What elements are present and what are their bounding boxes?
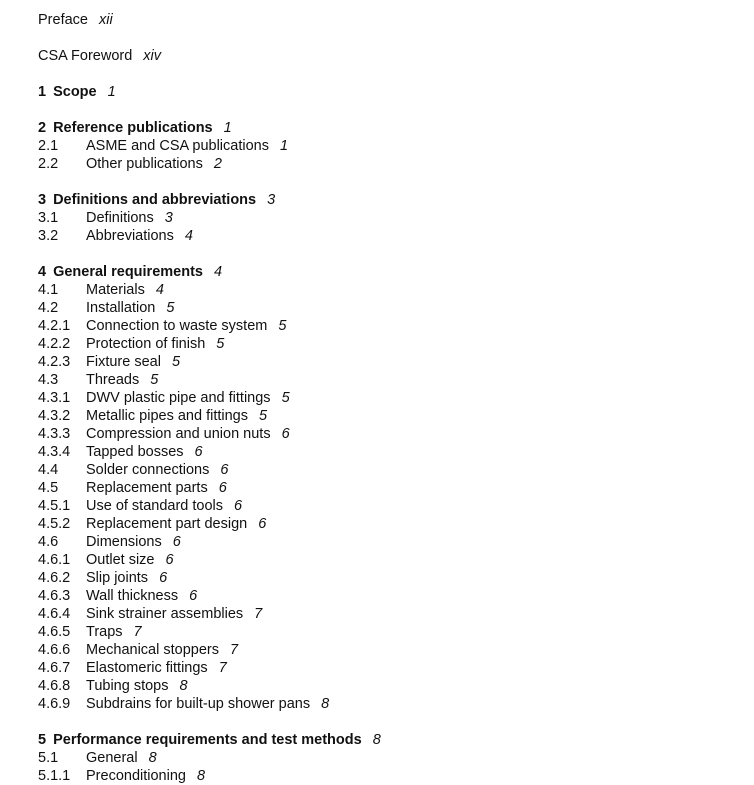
toc-entry[interactable] [38, 767, 738, 785]
toc-entry-title: Elastomeric fittings [86, 660, 208, 676]
toc-entry-title: DWV plastic pipe and fittings [86, 390, 271, 406]
toc-entry-title: Subdrains for built-up shower pans [86, 696, 311, 712]
toc-entry-title: Protection of finish [86, 336, 206, 352]
toc-entry-page-number: 7 [218, 660, 227, 676]
toc-entry-title: Dimensions [86, 534, 162, 550]
toc-entry-page-number: 6 [159, 570, 168, 586]
toc-entry-number: 5.1 [38, 750, 59, 766]
toc-entry[interactable] [38, 497, 738, 515]
toc-entry-title: General [86, 750, 138, 766]
toc-entry[interactable] [38, 605, 738, 623]
toc-entry[interactable] [38, 281, 738, 299]
toc-entry-page-number: 6 [220, 462, 229, 478]
toc-entry-number: 4.6.8 [38, 678, 71, 694]
toc-entry[interactable] [38, 137, 738, 155]
toc-entry-page-number: 6 [218, 480, 227, 496]
toc-entry-title: Replacement part design [86, 516, 248, 532]
toc-entry[interactable] [38, 533, 738, 551]
toc-entry[interactable] [38, 47, 738, 65]
toc-entry-title: Replacement parts [86, 480, 208, 496]
toc-entry-page-number: 7 [230, 642, 239, 658]
toc-entry-number: 1 [38, 84, 47, 100]
toc-entry-page-number: 7 [254, 606, 263, 622]
toc-entry-title: Use of standard tools [86, 498, 224, 514]
toc-entry-page-number: 5 [171, 354, 181, 370]
toc-section-heading[interactable] [38, 83, 738, 101]
toc-entry[interactable] [38, 515, 738, 533]
toc-entry[interactable] [38, 227, 738, 245]
toc-entry-title: Tapped bosses [86, 444, 184, 460]
toc-entry-page-number: 3 [164, 210, 173, 226]
toc-entry-page-number: 7 [133, 624, 142, 640]
toc-entry-number: 4.2 [38, 300, 59, 316]
toc-entry-title: Sink strainer assemblies [86, 606, 244, 622]
toc-entry[interactable] [38, 371, 738, 389]
toc-entry[interactable] [38, 479, 738, 497]
toc-entry-number: 4.5.1 [38, 498, 71, 514]
toc-entry-page-number: 4 [184, 228, 193, 244]
toc-entry-number: 4.2.2 [38, 336, 71, 352]
toc-section-heading[interactable] [38, 119, 738, 137]
toc-entry-title: Fixture seal [86, 354, 161, 370]
toc-entry-title: Definitions and abbreviations [53, 192, 257, 208]
toc-entry-page-number: xiv [143, 48, 162, 64]
toc-entry[interactable] [38, 425, 738, 443]
toc-entry-number: 4.6.6 [38, 642, 71, 658]
toc-entry-title: Solder connections [86, 462, 210, 478]
toc-section-heading[interactable] [38, 191, 738, 209]
toc-entry-title: CSA Foreword [38, 48, 133, 64]
table-of-contents [38, 11, 738, 785]
toc-entry-number: 2.2 [38, 156, 59, 172]
toc-entry[interactable] [38, 677, 738, 695]
toc-entry-page-number: 6 [234, 498, 243, 514]
toc-entry[interactable] [38, 587, 738, 605]
toc-entry[interactable] [38, 407, 738, 425]
toc-entry-number: 4.6 [38, 534, 59, 550]
toc-entry-title: Traps [86, 624, 123, 640]
toc-entry-number: 4.2.3 [38, 354, 71, 370]
toc-entry[interactable] [38, 749, 738, 767]
toc-spacer [38, 29, 738, 47]
toc-entry[interactable] [38, 389, 738, 407]
toc-spacer [38, 65, 738, 83]
toc-entry-page-number: 4 [155, 282, 164, 298]
toc-entry-page-number: 1 [107, 84, 116, 100]
toc-entry-page-number: 8 [179, 678, 188, 694]
toc-entry-page-number: 4 [213, 264, 223, 280]
toc-entry-title: Performance requirements and test methods [53, 732, 362, 748]
toc-entry-number: 4.6.7 [38, 660, 71, 676]
toc-entry-page-number: 5 [166, 300, 175, 316]
toc-entry-number: 2 [38, 120, 47, 136]
toc-entry-page-number: 8 [321, 696, 330, 712]
toc-entry-number: 4.4 [38, 462, 59, 478]
toc-section-heading[interactable] [38, 731, 738, 749]
toc-entry[interactable] [38, 155, 738, 173]
toc-entry-number: 4.1 [38, 282, 59, 298]
toc-entry-number: 3.2 [38, 228, 59, 244]
toc-entry[interactable] [38, 353, 738, 371]
toc-entry-page-number: 5 [216, 336, 225, 352]
toc-entry-page-number: 6 [281, 426, 290, 442]
toc-entry-page-number: 8 [372, 732, 381, 748]
toc-entry-number: 4.3.2 [38, 408, 71, 424]
toc-entry[interactable] [38, 695, 738, 713]
toc-entry[interactable] [38, 551, 738, 569]
toc-entry-number: 4.3.3 [38, 426, 71, 442]
toc-entry-title: Preface [38, 12, 88, 28]
toc-entry-page-number: 1 [223, 120, 232, 136]
toc-entry-number: 4.5 [38, 480, 59, 496]
toc-entry-number: 3.1 [38, 210, 59, 226]
toc-entry[interactable] [38, 623, 738, 641]
toc-entry-title: Installation [86, 300, 156, 316]
toc-spacer [38, 173, 738, 191]
toc-entry-title: Scope [53, 84, 97, 100]
toc-entry-title: Definitions [86, 210, 154, 226]
toc-spacer [38, 101, 738, 119]
toc-entry[interactable] [38, 461, 738, 479]
toc-entry-page-number: 8 [196, 768, 206, 784]
toc-entry[interactable] [38, 299, 738, 317]
toc-entry-number: 4.3.1 [38, 390, 71, 406]
toc-entry-page-number: 6 [194, 444, 203, 460]
toc-entry-number: 3 [38, 192, 47, 208]
toc-spacer [38, 245, 738, 263]
toc-entry-title: General requirements [53, 264, 203, 280]
toc-entry-title: Tubing stops [86, 678, 169, 694]
toc-entry-page-number: 6 [189, 588, 198, 604]
toc-entry-number: 5.1.1 [38, 768, 71, 784]
toc-entry-page-number: 8 [148, 750, 157, 766]
toc-entry-page-number: 5 [259, 408, 268, 424]
toc-entry-title: Other publications [86, 156, 203, 172]
toc-entry-number: 4.2.1 [38, 318, 71, 334]
toc-entry[interactable] [38, 335, 738, 353]
toc-entry-page-number: 5 [281, 390, 290, 406]
toc-entry-title: Threads [86, 372, 140, 388]
toc-entry-title: ASME and CSA publications [86, 138, 269, 154]
toc-entry-title: Metallic pipes and fittings [86, 408, 248, 424]
toc-entry-number: 4.6.3 [38, 588, 71, 604]
toc-entry-number: 4.6.4 [38, 606, 71, 622]
toc-entry-page-number: 5 [278, 318, 287, 334]
toc-entry-title: Compression and union nuts [86, 426, 271, 442]
toc-entry[interactable] [38, 443, 738, 461]
toc-entry-title: Reference publications [53, 120, 213, 136]
toc-entry-title: Abbreviations [86, 228, 174, 244]
toc-entry-page-number: 2 [213, 156, 222, 172]
toc-spacer [38, 713, 738, 731]
toc-entry-page-number: 6 [258, 516, 267, 532]
toc-entry-number: 4.3 [38, 372, 59, 388]
toc-entry-title: Preconditioning [86, 768, 186, 784]
toc-entry-title: Slip joints [86, 570, 149, 586]
toc-entry-page-number: 6 [165, 552, 174, 568]
toc-entry-number: 4.6.1 [38, 552, 71, 568]
toc-entry-number: 4.6.2 [38, 570, 71, 586]
toc-entry-title: Connection to waste system [86, 318, 268, 334]
toc-entry-number: 4 [38, 264, 47, 280]
toc-entry[interactable] [38, 659, 738, 677]
toc-entry-page-number: 1 [279, 138, 289, 154]
toc-entry-number: 4.5.2 [38, 516, 71, 532]
toc-entry-page-number: 6 [172, 534, 181, 550]
toc-entry-title: Wall thickness [86, 588, 179, 604]
toc-entry-page-number: 3 [267, 192, 276, 208]
toc-entry-title: Outlet size [86, 552, 155, 568]
toc-section-heading[interactable] [38, 263, 738, 281]
toc-entry-number: 4.6.9 [38, 696, 71, 712]
toc-entry-number: 4.3.4 [38, 444, 71, 460]
toc-entry[interactable] [38, 11, 738, 29]
toc-entry[interactable] [38, 569, 738, 587]
toc-entry-number: 5 [38, 732, 47, 748]
toc-entry-page-number: 5 [150, 372, 159, 388]
toc-entry[interactable] [38, 209, 738, 227]
toc-entry-number: 2.1 [38, 138, 59, 154]
toc-entry-title: Materials [86, 282, 145, 298]
toc-entry-page-number: xii [98, 12, 113, 28]
toc-entry-title: Mechanical stoppers [86, 642, 219, 658]
toc-entry[interactable] [38, 641, 738, 659]
toc-entry-number: 4.6.5 [38, 624, 71, 640]
toc-entry[interactable] [38, 317, 738, 335]
